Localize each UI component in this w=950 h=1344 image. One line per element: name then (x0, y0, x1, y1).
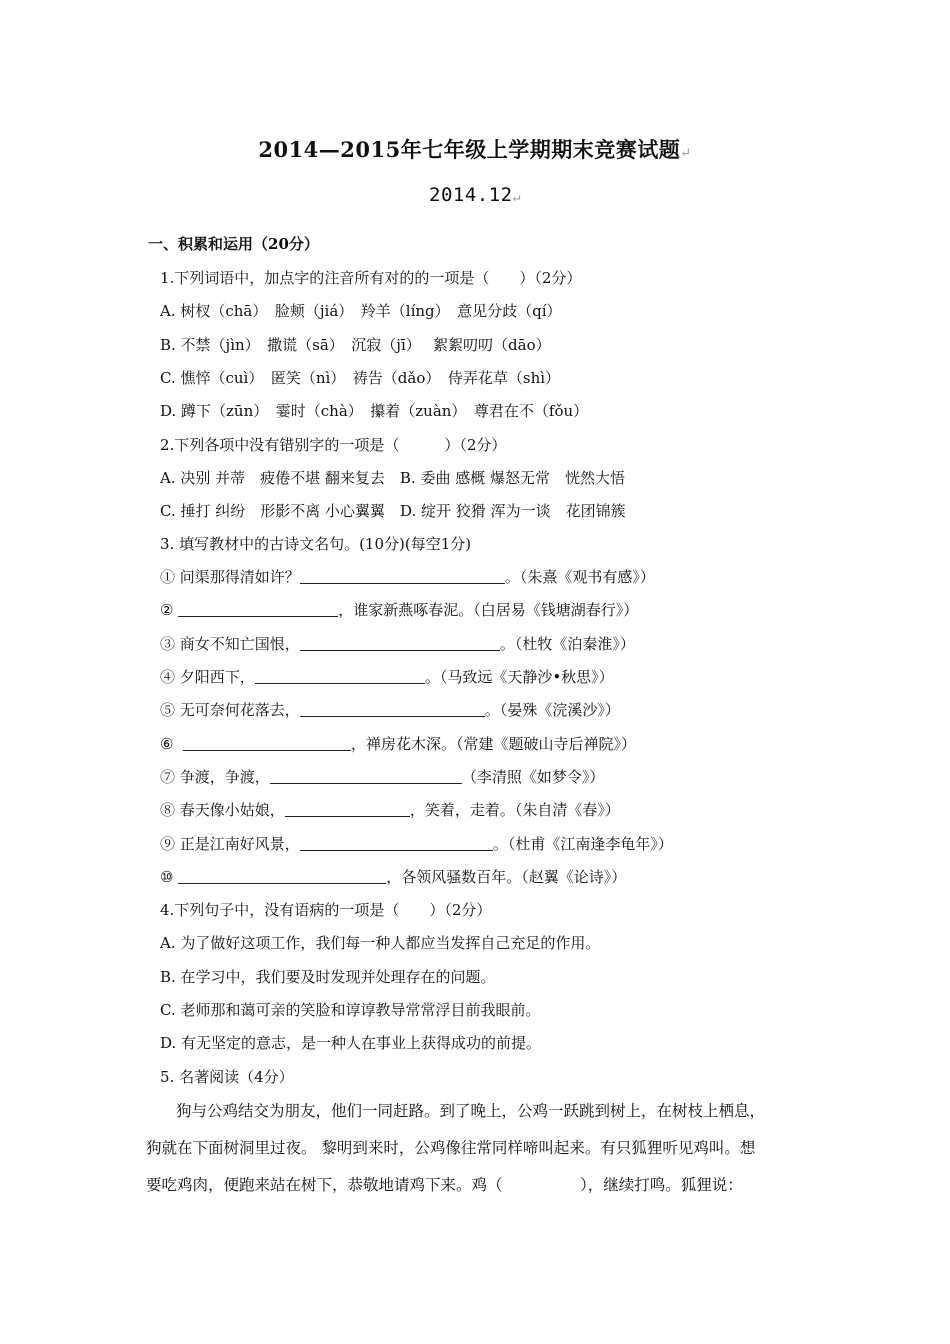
q4-option-a: A. 为了做好这项工作，我们每一种人都应当发挥自己充足的作用。 (160, 934, 601, 952)
answer-blank[interactable] (300, 635, 500, 651)
answer-blank[interactable] (285, 801, 410, 817)
q1-option-c: C. 憔悴（cuì） 匿笑（nì） 祷告（dǎo） 侍弄花草（shì） (160, 369, 561, 387)
q1-stem: 1.下列词语中，加点字的注音所有对的的一项是（ ）（2分） (160, 269, 582, 287)
answer-blank[interactable] (255, 668, 425, 684)
q4-stem: 4.下列句子中，没有语病的一项是（ ）（2分） (160, 901, 492, 919)
answer-blank[interactable] (270, 768, 462, 784)
q1-option-b: B. 不禁（jìn） 撒谎（sā） 沉寂（jī） 絮絮叨叨（dāo） (160, 336, 551, 354)
q3-item: ③ 商女不知亡国恨， 。（杜牧《泊秦淮》） (160, 635, 635, 653)
passage-line: 狗就在下面树洞里过夜。 黎明到来时，公鸡像往常同样啼叫起来。有只狐狸听见鸡叫。想 (146, 1139, 756, 1157)
q2-options-ab: A. 决别 并蒂 疲倦不堪 翻来复去 B. 委曲 感概 爆怒无常 恍然大悟 (160, 469, 626, 487)
answer-blank[interactable] (300, 835, 493, 851)
q5-stem: 5. 名著阅读（4分） (160, 1068, 294, 1086)
exam-title: 2014—2015年七年级上学期期末竞赛试题↵ (258, 137, 692, 162)
q3-item: ① 问渠那得清如许？ 。（朱熹《观书有感》） (160, 568, 655, 586)
q1-option-d: D. 蹲下（zūn） 霎时（chà） 攥着（zuàn） 尊君在不（fǒu） (160, 402, 589, 420)
return-mark: ↵ (680, 146, 692, 161)
q4-option-d: D. 有无坚定的意志，是一种人在事业上获得成功的前提。 (160, 1034, 542, 1052)
answer-blank[interactable] (300, 701, 485, 717)
q3-item: ④ 夕阳西下， 。（马致远《天静沙•秋思》） (160, 668, 614, 686)
q1-option-a: A. 树杈（chā） 脸颊（jiá） 羚羊（líng） 意见分歧（qí） (160, 302, 562, 320)
q3-item: ⑤ 无可奈何花落去， 。（晏殊《浣溪沙》） (160, 701, 620, 719)
q3-item: ⑦ 争渡，争渡， （李清照《如梦令》） (160, 768, 605, 786)
q3-item: ② ，谁家新燕啄春泥。（白居易《钱塘湖春行》） (160, 601, 639, 619)
q3-item: ⑧ 春天像小姑娘， ，笑着，走着。（朱自清《春》） (160, 801, 620, 819)
return-mark: ↵ (512, 190, 521, 205)
q3-stem: 3. 填写教材中的古诗文名句。(10分)(每空1分) (160, 535, 472, 553)
answer-blank[interactable] (300, 568, 505, 584)
q3-item: ⑩ ，各领风骚数百年。（赵翼《论诗》） (160, 868, 627, 886)
passage-line: 要吃鸡肉，便跑来站在树下，恭敬地请鸡下来。鸡（ ），继续打鸣。狐狸说： (146, 1176, 743, 1194)
q3-item: ⑥ ，禅房花木深。（常建《题破山寺后禅院》） (160, 735, 637, 753)
answer-blank[interactable] (183, 735, 351, 751)
q2-options-cd: C. 捶打 纠纷 形影不离 小心翼翼 D. 绽开 狡猾 浑为一谈 花团锦簇 (160, 502, 626, 520)
answer-blank[interactable] (178, 601, 338, 617)
answer-blank[interactable] (178, 868, 386, 884)
q4-option-b: B. 在学习中，我们要及时发现并处理存在的问题。 (160, 968, 496, 986)
q2-stem: 2.下列各项中没有错别字的一项是（ ）（2分） (160, 436, 507, 454)
section-heading: 一、积累和运用（20分） (148, 235, 319, 253)
passage-line: 狗与公鸡结交为朋友，他们一同赶路。到了晚上，公鸡一跃跳到树上，在树枝上栖息， (176, 1102, 766, 1120)
q4-option-c: C. 老师那和蔼可亲的笑脸和谆谆教导常常浮目前我眼前。 (160, 1001, 541, 1019)
q3-item: ⑨ 正是江南好风景， 。（杜甫《江南逢李龟年》） (160, 835, 673, 853)
exam-date: 2014.12↵ (429, 184, 521, 206)
